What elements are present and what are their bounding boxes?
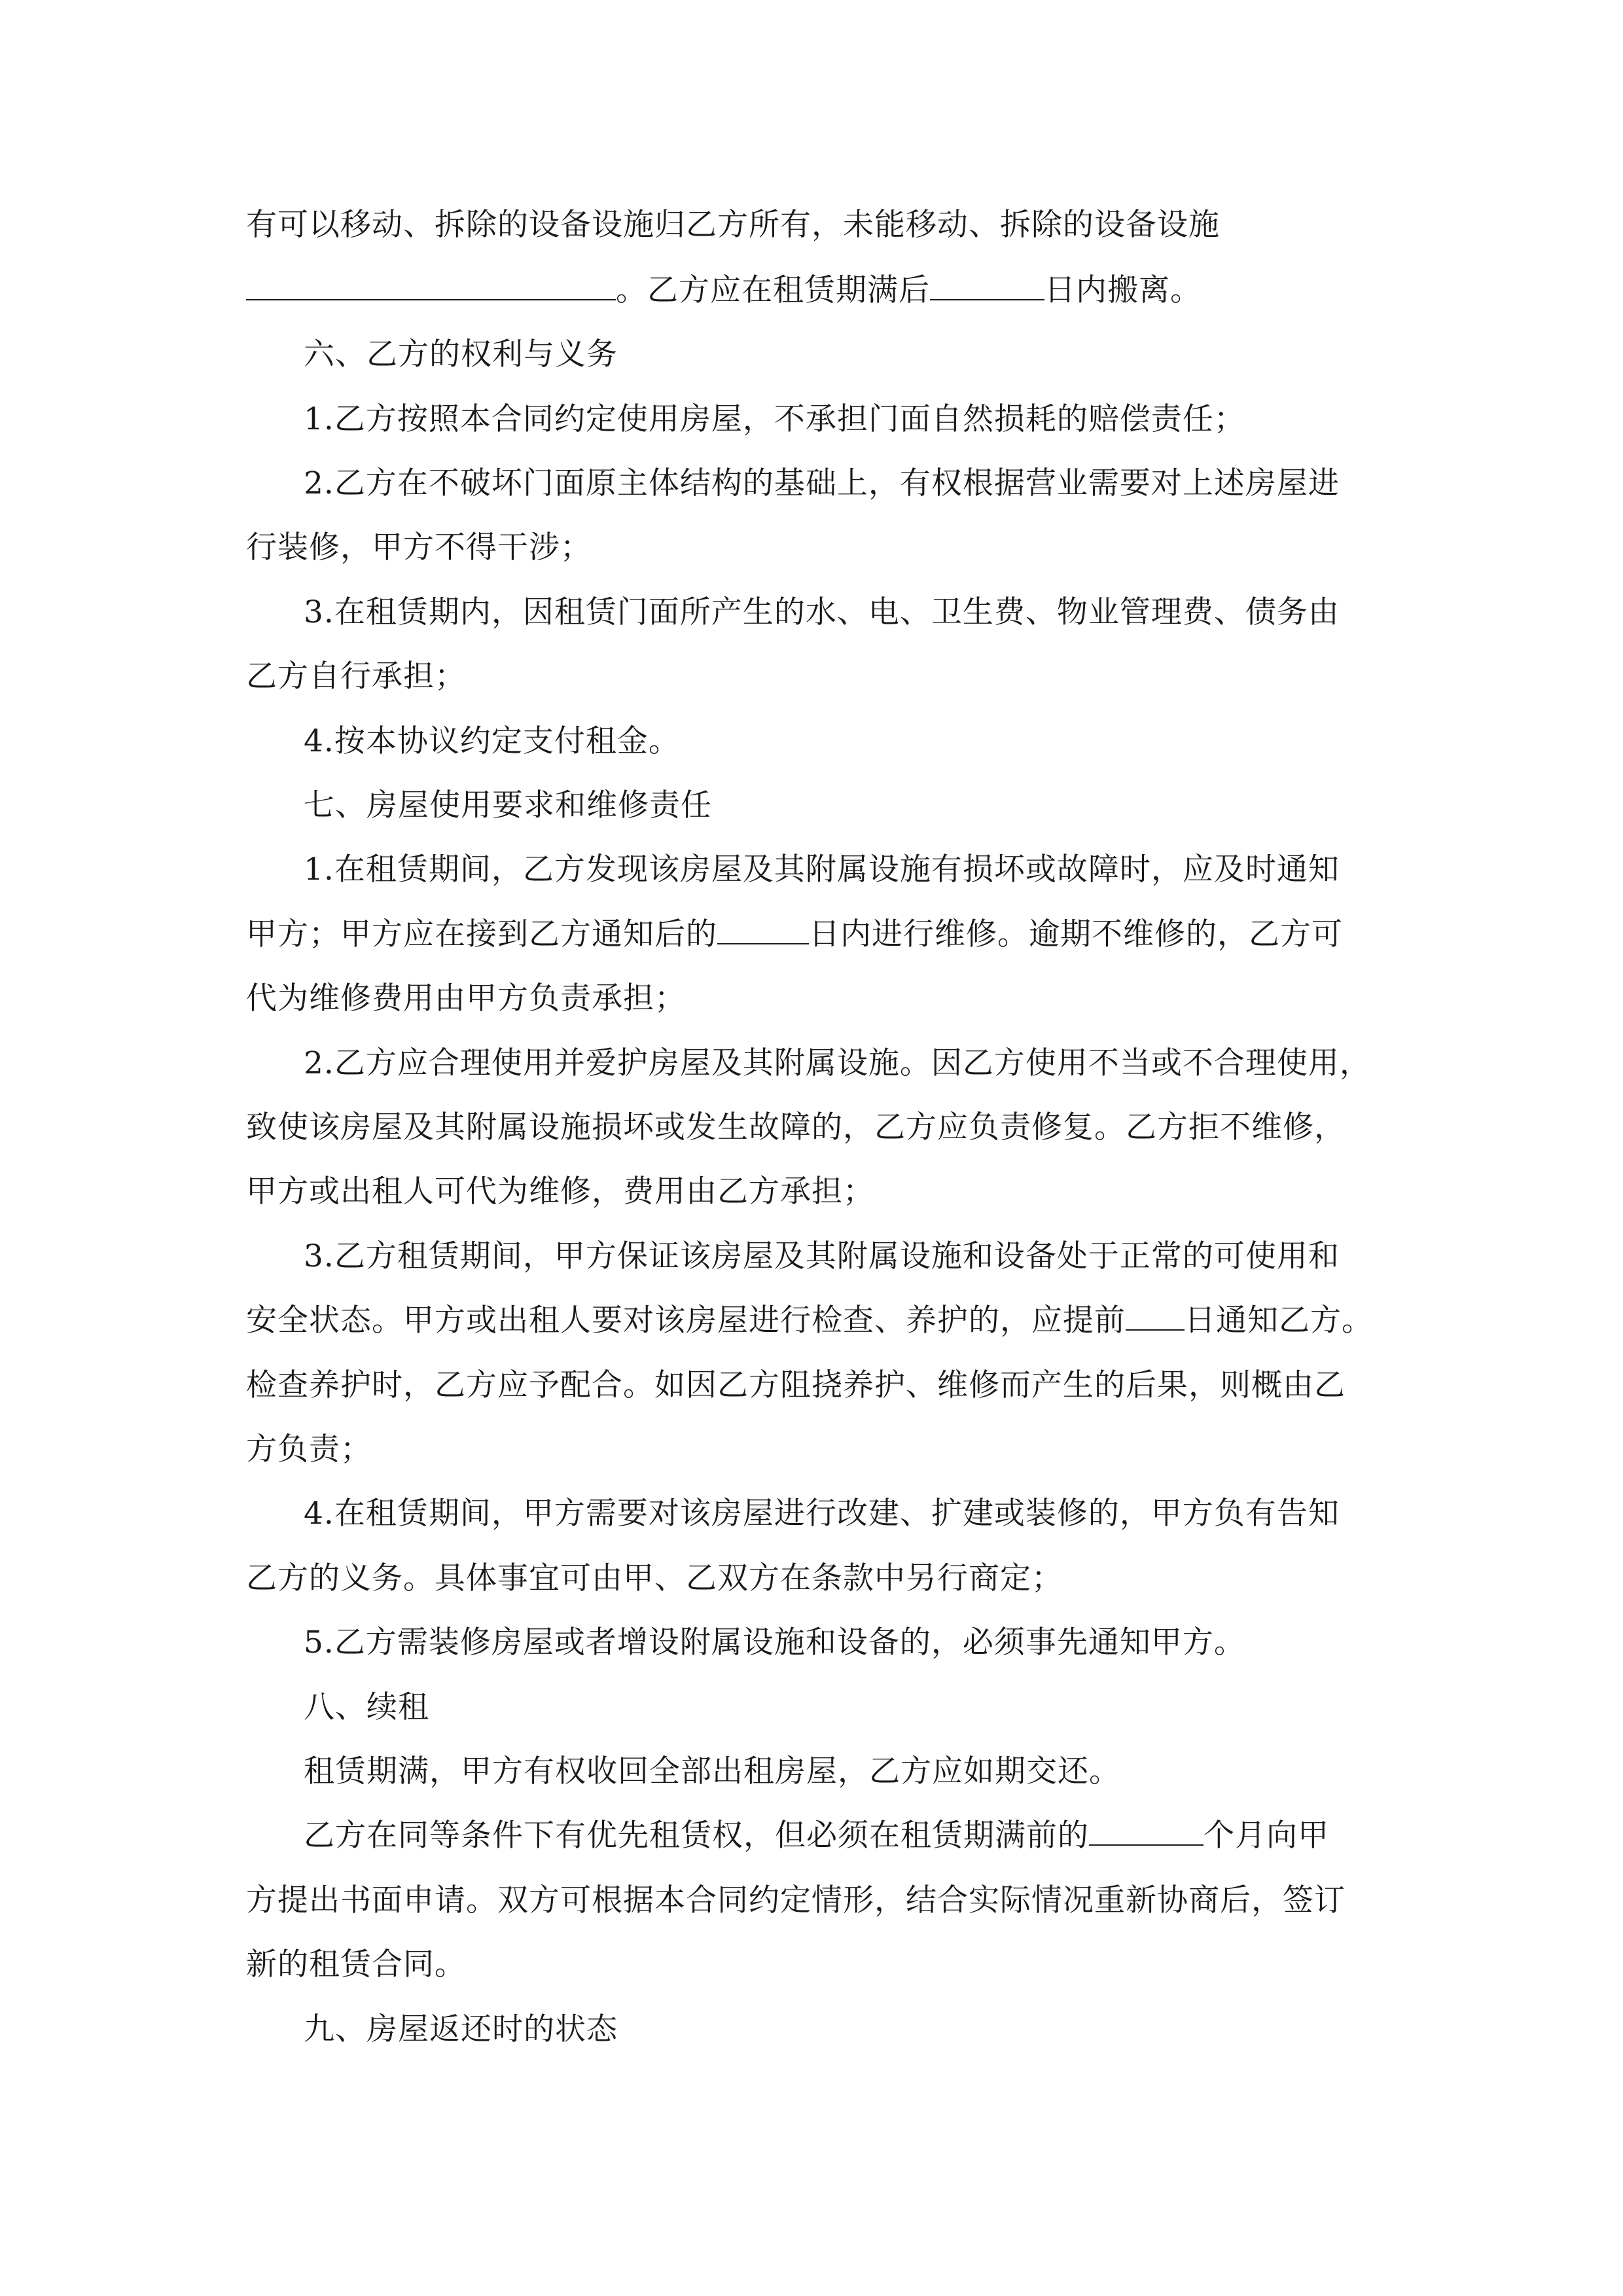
clause-line: 3.乙方租赁期间，甲方保证该房屋及其附属设施和设备处于正常的可使用和 [304, 1238, 1340, 1274]
clause-line: 3.在租赁期内，因租赁门面所产生的水、电、卫生费、物业管理费、债务由 [304, 594, 1340, 630]
section-heading: 八、续租 [304, 1689, 429, 1725]
text-line: 代为维修费用由甲方负责承担； [246, 980, 686, 1016]
clause-line: 4.按本协议约定支付租金。 [304, 723, 680, 759]
section-heading: 九、房屋返还时的状态 [304, 2011, 618, 2047]
fill-in-blank [1126, 1303, 1185, 1331]
text-line: 有可以移动、拆除的设备设施归乙方所有，未能移动、拆除的设备设施 [246, 207, 1220, 243]
text-line-with-blanks: 。乙方应在租赁期满后 日内搬离。 [246, 272, 1202, 310]
clause-line: 1.在租赁期间，乙方发现该房屋及其附属设施有损坏或故障时，应及时通知 [304, 852, 1340, 888]
text-line: 方负责； [246, 1431, 372, 1467]
fill-in-blank [1089, 1818, 1204, 1846]
clause-line: 2.乙方应合理使用并爱护房屋及其附属设施。因乙方使用不当或不合理使用， [304, 1045, 1371, 1081]
fill-in-blank [717, 917, 809, 944]
text-line: 致使该房屋及其附属设施损坏或发生故障的，乙方应负责修复。乙方拒不维修， [246, 1109, 1346, 1145]
clause-line: 4.在租赁期间，甲方需要对该房屋进行改建、扩建或装修的，甲方负有告知 [304, 1496, 1340, 1532]
clause-line: 租赁期满，甲方有权收回全部出租房屋，乙方应如期交还。 [304, 1753, 1120, 1789]
clause-line: 1.乙方按照本合同约定使用房屋，不承担门面自然损耗的赔偿责任； [304, 401, 1245, 437]
section-heading: 七、房屋使用要求和维修责任 [304, 787, 712, 823]
section-heading: 六、乙方的权利与义务 [304, 336, 618, 372]
text-line: 新的租赁合同。 [246, 1946, 466, 1982]
text-line: 方提出书面申请。双方可根据本合同约定情形，结合实际情况重新协商后，签订 [246, 1882, 1346, 1918]
clause-line: 2.乙方在不破坏门面原主体结构的基础上，有权根据营业需要对上述房屋进 [304, 465, 1340, 501]
text-line: 行装修，甲方不得干涉； [246, 529, 592, 565]
clause-line-with-blank: 乙方在同等条件下有优先租赁权，但必须在租赁期满前的 个月向甲 [304, 1818, 1329, 1854]
fill-in-blank [246, 273, 616, 300]
text-line-with-blank: 甲方；甲方应在接到乙方通知后的 日内进行维修。逾期不维修的，乙方可 [246, 916, 1343, 952]
text-line: 甲方或出租人可代为维修，费用由乙方承担； [246, 1174, 874, 1210]
fill-in-blank [930, 273, 1044, 300]
text-line: 检查养护时，乙方应予配合。如因乙方阻挠养护、维修而产生的后果，则概由乙 [246, 1367, 1346, 1403]
text-line: 乙方自行承担； [246, 658, 466, 694]
text-line-with-blank: 安全状态。甲方或出租人要对该房屋进行检查、养护的，应提前 日通知乙方。 [246, 1302, 1373, 1338]
clause-line: 5.乙方需装修房屋或者增设附属设施和设备的，必须事先通知甲方。 [304, 1624, 1245, 1660]
text-line: 乙方的义务。具体事宜可由甲、乙双方在条款中另行商定； [246, 1560, 1063, 1596]
